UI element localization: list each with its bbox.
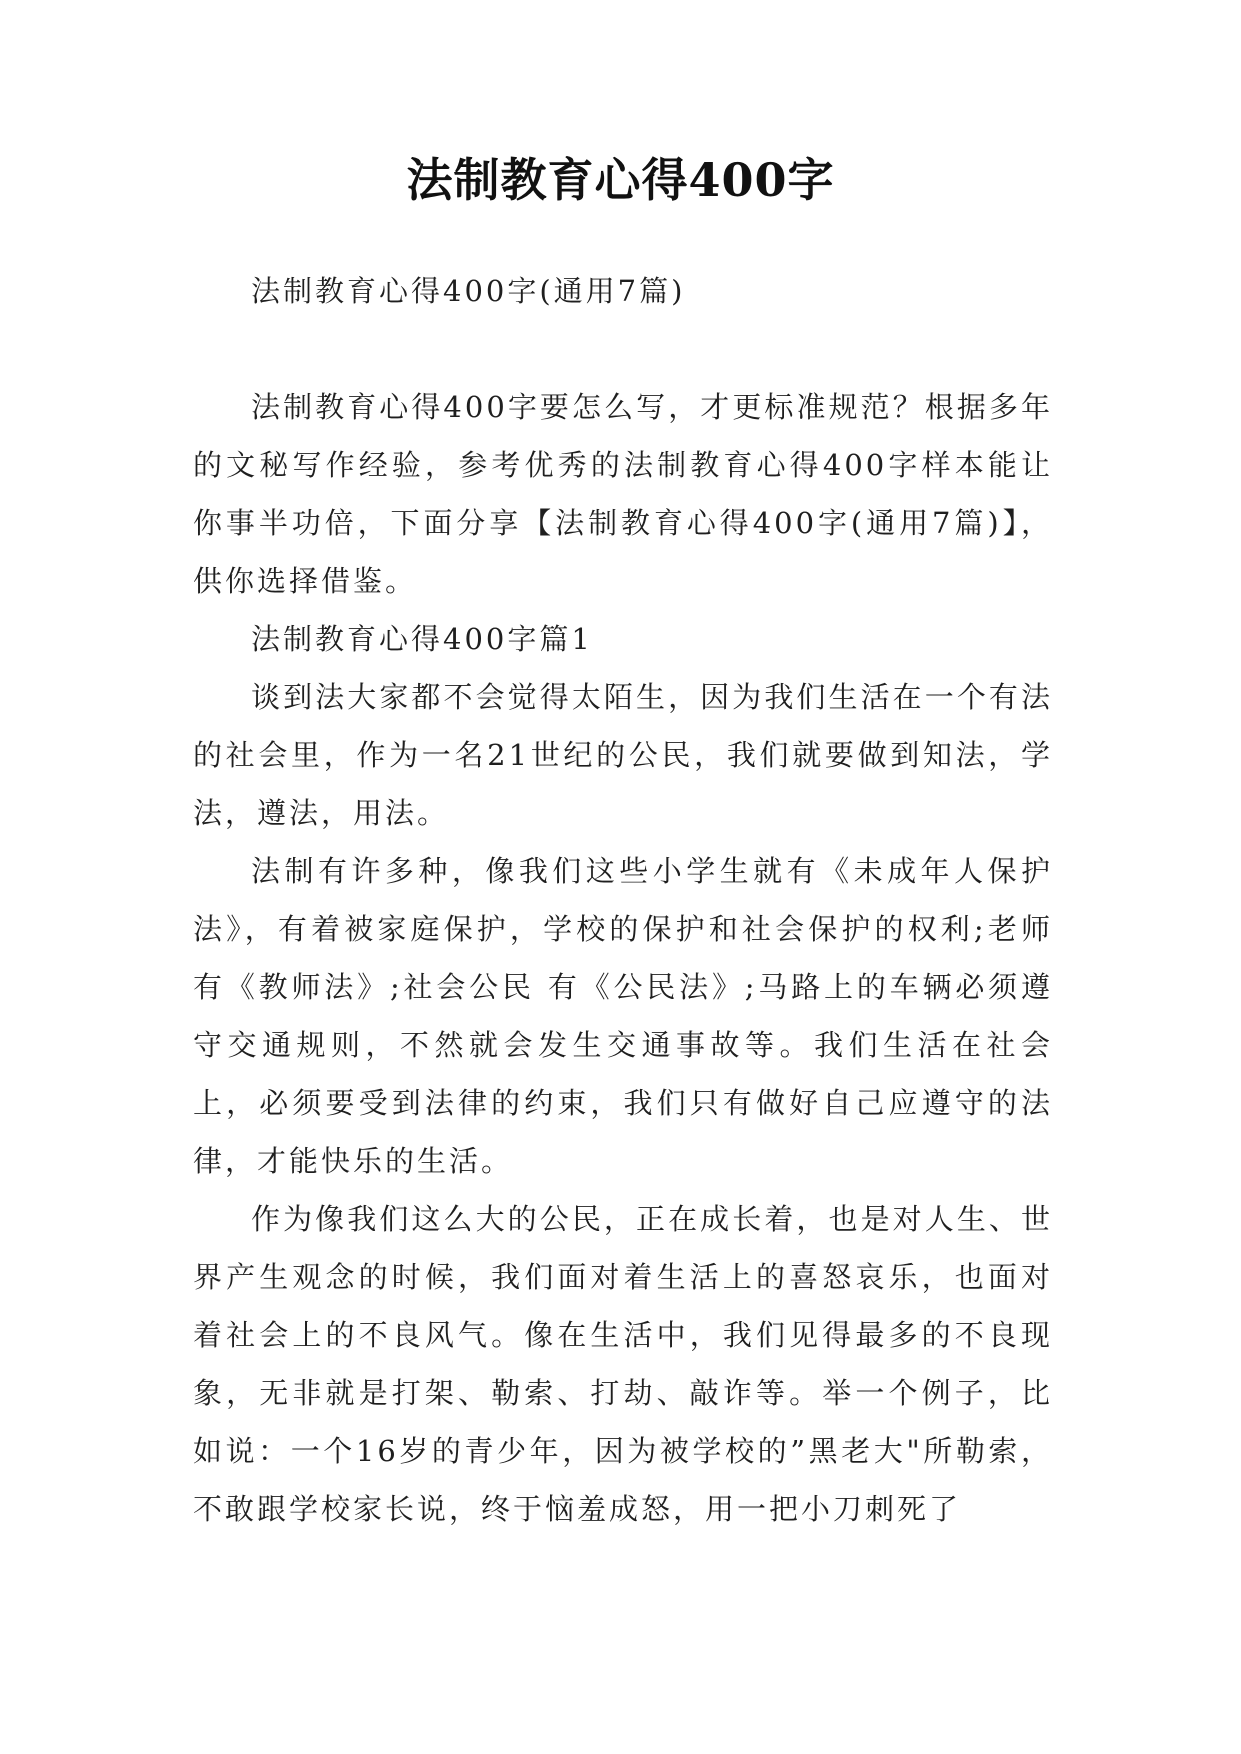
body-paragraph: 作为像我们这么大的公民，正在成长着，也是对人生、世界产生观念的时候，我们面对着生活上的喜怒哀乐，也面对着社会上的不良风气。像在生活中，我们见得最多的不良现象，无非就是打架、勒索、打劫、敲诈等。举一个例子，比如说：一个16岁的青少年，因为被学校的”黑老大"所勒索，不敢跟学校家长说，终于恼羞成怒，用一把小刀刺死了 — [193, 1202, 1053, 1526]
document-subtitle: 法制教育心得400字(通用7篇) — [251, 274, 686, 308]
body-paragraph: 法制有许多种，像我们这些小学生就有《未成年人保护法》，有着被家庭保护，学校的保护和社会保护的权利;老师有《教师法》;社会公民 有《公民法》;马路上的车辆必须遵守交通规则，不然就会发生交通事故等。我们生活在社会上，必须要受到法律的约束，我们只有做好自己应遵守的法律，才能快乐的生活。 — [193, 854, 1053, 1178]
body-paragraph: 谈到法大家都不会觉得太陌生，因为我们生活在一个有法的社会里，作为一名21世纪的公民，我们就要做到知法，学法，遵法，用法。 — [193, 680, 1053, 830]
section-heading: 法制教育心得400字篇1 — [251, 622, 593, 656]
document-title: 法制教育心得400字 — [406, 153, 835, 207]
document-body — [193, 262, 1053, 1538]
intro-paragraph: 法制教育心得400字要怎么写，才更标准规范？根据多年的文秘写作经验，参考优秀的法制教育心得400字样本能让你事半功倍，下面分享【法制教育心得400字(通用7篇)】，供你选择借鉴。 — [193, 390, 1053, 598]
